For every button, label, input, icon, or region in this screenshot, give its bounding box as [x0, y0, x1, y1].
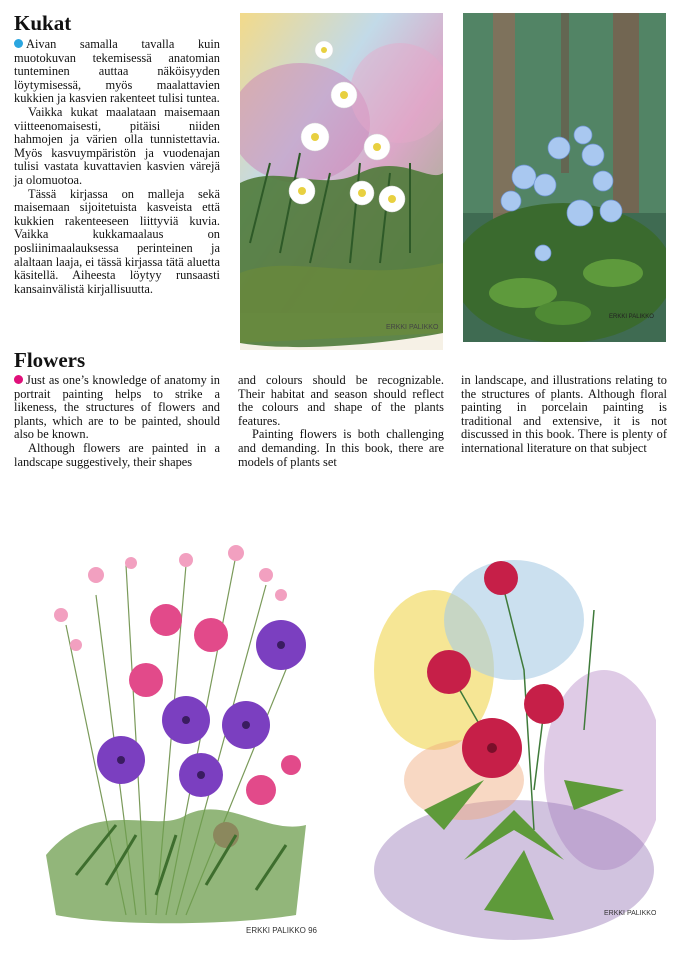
paragraph-en-4: Painting flowers is both challenging and demanding. In this book, there are models of plants set [238, 427, 444, 469]
heading-fi: Kukat [14, 11, 72, 35]
signature-1: ERKKI PALIKKO [386, 324, 439, 331]
magenta-bullet-icon [14, 375, 23, 384]
body-fi [14, 38, 220, 296]
paragraph-en-3: and colours should be recognizable. Their habitat and season should reflect the colours and shape of the plants features. [238, 373, 444, 428]
body-en-col1 [14, 374, 220, 469]
signature-2: ERKKI PALIKKO [609, 314, 654, 320]
signature-4: ERKKI PALIKKO [604, 910, 656, 917]
painting-pink-purple-flowers [36, 535, 332, 955]
body-en-col3 [461, 374, 667, 456]
paragraph-fi-3: Tässä kirjassa on malleja sekä maisemaan sijoitetuista kasveista että kukkien rakenteeseen liittyviä kuvia. Vaikka kukkamaalaus on posliinimaalauksessa perinteinen ja alaltaan laaja, ei tässä kirjassa tätä aluetta käsitellä. Aiheesta löytyy runsaasti kansainvälistä kirjallisuutta. [14, 186, 220, 296]
body-en-col2 [238, 374, 444, 469]
painting-blue-hepatica [463, 13, 666, 342]
heading-en: Flowers [14, 348, 86, 372]
paragraph-fi-1 [14, 38, 220, 106]
paragraph-fi-1-text: Aivan samalla tavalla kuin muotokuvan tekemisessä anatomian tunteminen auttaa näköisyyden löytymisessä, myös maalattavien kukkien ja kasvien rakenteet tulisi tuntea. [14, 37, 220, 106]
painting-red-flowers [364, 530, 656, 955]
cyan-bullet-icon [14, 39, 23, 48]
paragraph-en-2: Although flowers are painted in a landscape suggestively, their shapes [14, 440, 220, 469]
paragraph-en-1 [14, 374, 220, 442]
painting-white-anemones [240, 13, 443, 350]
signature-3: ERKKI PALIKKO 96 [246, 926, 317, 935]
paragraph-en-5: in landscape, and illustrations relating to the structures of plants. Although floral painting in porcelain painting is traditional and extensive, it is not discussed in this book. There is plenty of international literature on that subject [461, 373, 667, 455]
paragraph-fi-2: Vaikka kukat maalataan maisemaan viitteenomaisesti, pitäisi niiden hahmojen ja värien olla tunnistettavia. Myös kasvuympäristön ja vuodenajan tulisi vastata kuvattavien kasvien värejä ja olomuotoa. [14, 104, 220, 187]
paragraph-en-1-text: Just as one’s knowledge of anatomy in portrait painting helps to strike a likeness, the structures of flowers and plants, which are to be painted, should also be known. [14, 373, 220, 442]
